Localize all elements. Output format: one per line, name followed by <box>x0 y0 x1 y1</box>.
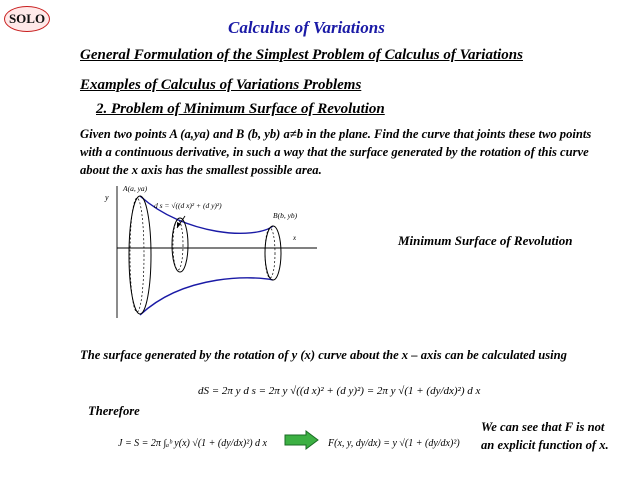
heading-examples: Examples of Calculus of Variations Problems <box>80 77 362 93</box>
surface-of-revolution-figure <box>95 178 325 328</box>
ds-formula: d s = √((d x)² + (d y)²) <box>154 201 222 210</box>
equation-j-text: J = S = 2π ∫ₐᵇ y(x) √(1 + (dy/dx)²) d x <box>118 438 267 449</box>
equation-integrand-f <box>328 420 478 470</box>
point-b-label: B(b, yb) <box>273 211 298 220</box>
heading-minimum-surface: 2. Problem of Minimum Surface of Revolution <box>96 101 385 117</box>
x-axis-label: x <box>293 234 297 242</box>
lower-curve <box>140 278 273 315</box>
surface-calculation-text: The surface generated by the rotation of y (x) curve about the x – axis can be calculated using <box>80 348 567 362</box>
implication-arrow <box>284 430 320 450</box>
equation-functional-j <box>118 420 278 470</box>
left-ellipse-inner <box>130 198 144 312</box>
explicit-function-note: We can see that F is not an explicit function of x. <box>481 420 609 452</box>
therefore-label: Therefore <box>88 404 140 418</box>
equation-ds <box>198 370 488 410</box>
equation-f-text: F(x, y, dy/dx) = y √(1 + (dy/dx)²) <box>328 438 460 449</box>
middle-ellipse-inner <box>173 220 183 270</box>
heading-general-formulation: General Formulation of the Simplest Problem of Calculus of Variations <box>80 47 523 63</box>
solo-badge: SOLO <box>4 6 50 32</box>
problem-statement: Given two points A (a,ya) and B (b, yb) a≠b in the plane. Find the curve that joints these two points with a continuous derivative, in such a way that the surface generated by the rotation of this curve about the x axis has the smallest possible area. <box>80 127 592 177</box>
equation-ds-text: dS = 2π y d s = 2π y √((d x)² + (d y)²) = 2π y √(1 + (dy/dx)²) d x <box>198 385 481 397</box>
slide-title: Calculus of Variations <box>228 18 385 37</box>
green-arrow-icon <box>285 431 318 449</box>
figure-caption: Minimum Surface of Revolution <box>398 233 573 248</box>
y-axis-label: y <box>105 193 109 202</box>
point-a-label: A(a, ya) <box>123 184 148 193</box>
